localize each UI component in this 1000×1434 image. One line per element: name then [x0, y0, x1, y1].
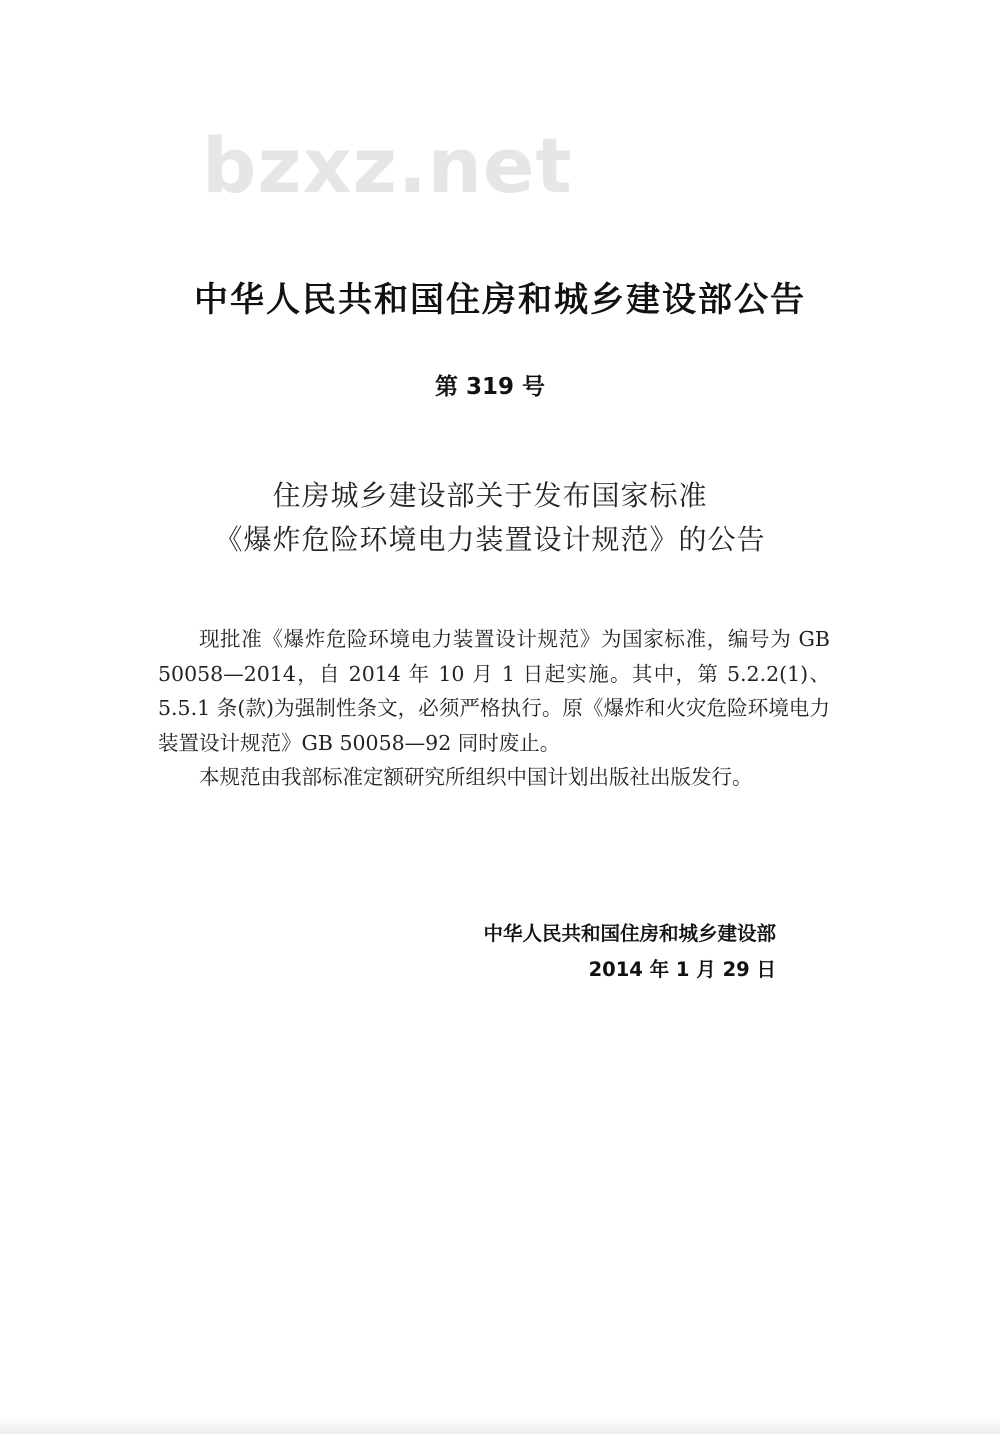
announcement-body — [158, 622, 830, 795]
signature-date: 2014 年 1 月 29 日 — [588, 958, 776, 981]
subtitle-line-2: 《爆炸危险环境电力装置设计规范》的公告 — [214, 523, 766, 556]
body-paragraph-2: 本规范由我部标准定额研究所组织中国计划出版社出版发行。 — [199, 765, 753, 789]
watermark-logo: bzxz.net — [202, 121, 573, 210]
signature-organization: 中华人民共和国住房和城乡建设部 — [483, 922, 776, 945]
page-title: 中华人民共和国住房和城乡建设部公告 — [194, 280, 806, 320]
body-paragraph-1: 现批准《爆炸危险环境电力装置设计规范》为国家标准，编号为 GB 50058—2014，自 2014 年 10 月 1 日起实施。其中，第 5.2.2(1)、5.5.1 条(款)为强制性条文，必须严格执行。原《爆炸和火灾危险环境电力装置设计规范》GB 50058—92 同时废止。 — [158, 627, 830, 755]
notice-number: 第 319 号 — [434, 374, 546, 400]
subtitle-line-1: 住房城乡建设部关于发布国家标准 — [272, 479, 708, 512]
page-bottom-edge — [0, 1416, 1000, 1434]
